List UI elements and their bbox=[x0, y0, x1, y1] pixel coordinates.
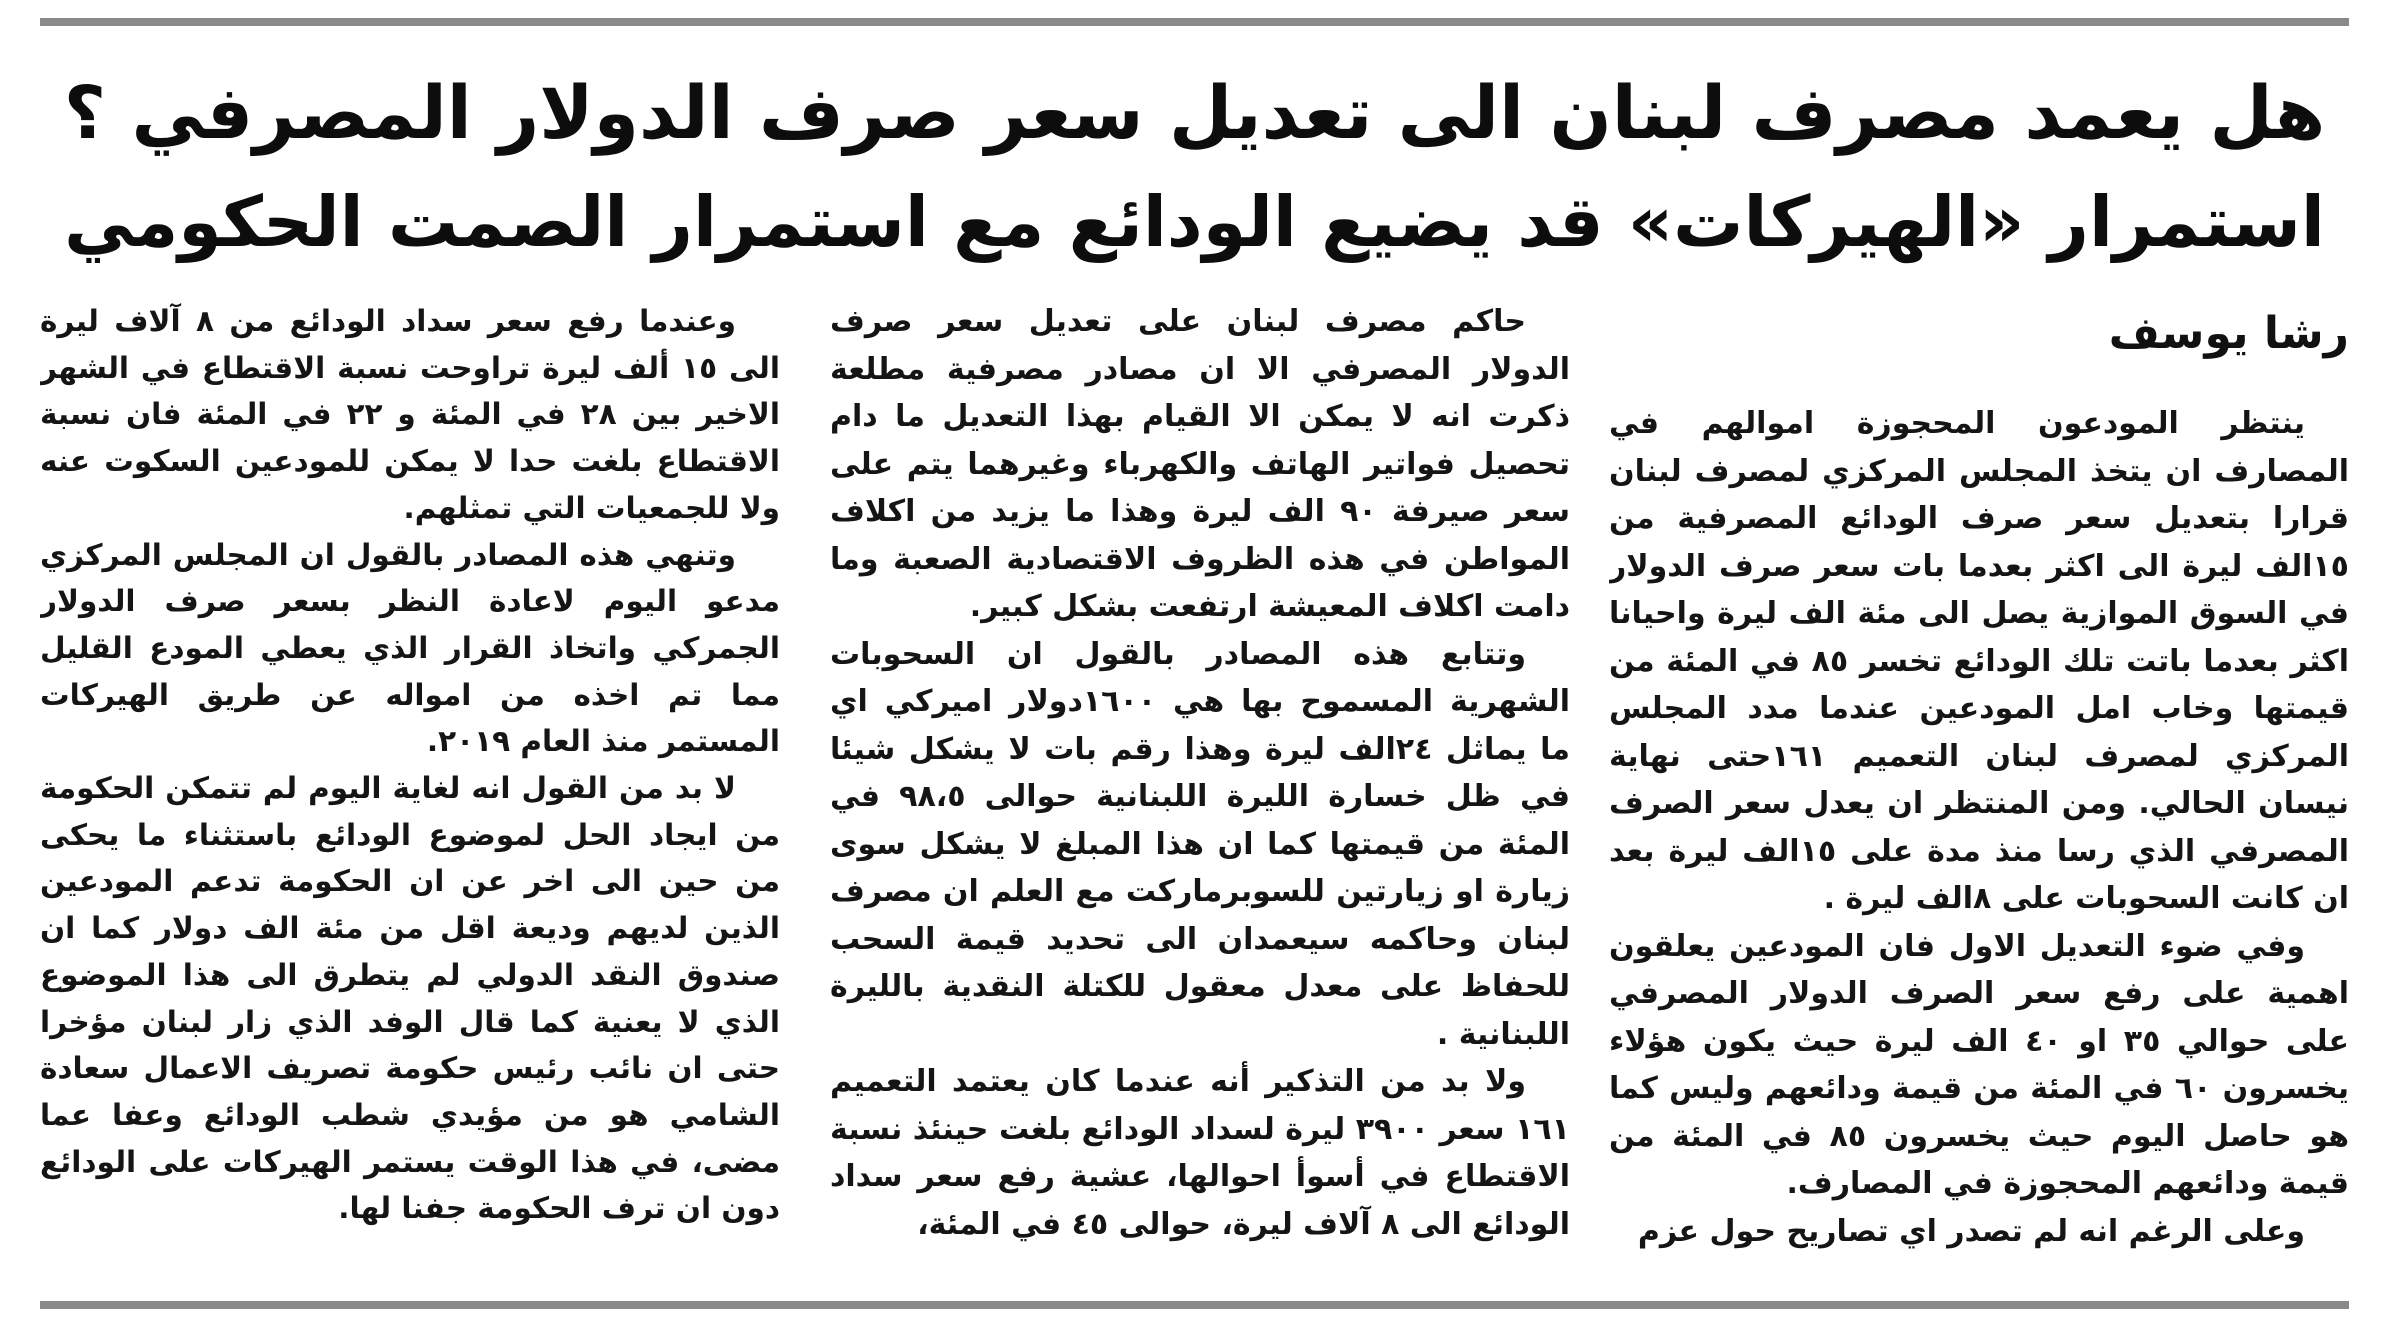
paragraph: وتنهي هذه المصادر بالقول ان المجلس المركزي مدعو اليوم لاعادة النظر بسعر صرف الدولار الجمركي واتخاذ القرار الذي يعطي المودع القليل مما تم اخذه من امواله عن طريق الهيركات المستمر منذ العام ٢٠١٩. bbox=[40, 537, 780, 759]
article-column-right bbox=[1609, 400, 2349, 1280]
paragraph: وفي ضوء التعديل الاول فان المودعين يعلقون اهمية على رفع سعر الصرف الدولار المصرفي على حوالي ٣٥ او ٤٠ الف ليرة حيث يكون هؤلاء يخسرون ٦٠ في المئة من قيمة ودائعهم وليس كما هو حاصل اليوم حيث يخسرون ٨٥ في المئة من قيمة ودائعهم المحجوزة في المصارف. bbox=[1609, 928, 2349, 1201]
bottom-rule bbox=[40, 1301, 2349, 1309]
paragraph: ولا بد من التذكير أنه عندما كان يعتمد التعميم ١٦١ سعر ٣٩٠٠ ليرة لسداد الودائع بلغت حينئذ نسبة الاقتطاع في أسوأ احوالها، عشية رفع سعر سداد الودائع الى ٨ آلاف ليرة، حوالى ٤٥ في المئة، bbox=[830, 1064, 1570, 1242]
paragraph: وعندما رفع سعر سداد الودائع من ٨ آلاف ليرة الى ١٥ ألف ليرة تراوحت نسبة الاقتطاع في الشهر الاخير بين ٢٨ في المئة و ٢٢ في المئة فان نسبة الاقتطاع بلغت حدا لا يمكن للمودعين السكوت عنه ولا للجمعيات التي تمثلهم. bbox=[40, 304, 780, 525]
paragraph: وعلى الرغم انه لم تصدر اي تصاريح حول عزم bbox=[1637, 1213, 2305, 1249]
headline-line-1: هل يعمد مصرف لبنان الى تعديل سعر صرف الدولار المصرفي ؟ bbox=[63, 71, 2326, 156]
paragraph: حاكم مصرف لبنان على تعديل سعر صرف الدولار المصرفي الا ان مصادر مصرفية مطلعة ذكرت انه لا يمكن الا القيام بهذا التعديل ما دام تحصيل فواتير الهاتف والكهرباء وغيرهما يتم على سعر صيرفة ٩٠ الف ليرة وهذا ما يزيد من اكلاف المواطن في هذه الظروف الاقتصادية الصعبة وما دامت اكلاف المعيشة ارتفعت بشكل كبير. bbox=[830, 304, 1570, 624]
top-rule bbox=[40, 18, 2349, 26]
headline-line-2: استمرار «الهيركات» قد يضيع الودائع مع استمرار الصمت الحكومي bbox=[64, 181, 2325, 263]
paragraph: وتتابع هذه المصادر بالقول ان السحوبات الشهرية المسموح بها هي ١٦٠٠دولار اميركي اي ما يماثل ٢٤الف ليرة وهذا رقم بات لا يشكل شيئا في ظل خسارة الليرة اللبنانية حوالى ٩٨،٥ في المئة من قيمتها كما ان هذا المبلغ لا يشكل سوى زيارة او زيارتين للسوبرماركت مع العلم ان مصرف لبنان وحاكمه سيعمدان الى تحديد قيمة السحب للحفاظ على معدل معقول للكتلة النقدية بالليرة اللبنانية . bbox=[830, 636, 1570, 1052]
author-byline: رشا يوسف bbox=[2108, 308, 2349, 359]
paragraph: ينتظر المودعون المحجوزة اموالهم في المصارف ان يتخذ المجلس المركزي لمصرف لبنان قرارا بتعديل سعر صرف الودائع المصرفية من ١٥الف ليرة الى اكثر بعدما بات سعر صرف الدولار في السوق الموازية يصل الى مئة الف ليرة واحيانا اكثر بعدما باتت تلك الودائع تخسر ٨٥ في المئة من قيمتها وخاب امل المودعين عندما مدد المجلس المركزي لمصرف لبنان التعميم ١٦١حتى نهاية نيسان الحالي. ومن المنتظر ان يعدل سعر الصرف المصرفي الذي رسا منذ مدة على ١٥الف ليرة بعد ان كانت السحوبات على ٨الف ليرة . bbox=[1609, 406, 2349, 916]
article-column-left bbox=[40, 298, 780, 1280]
paragraph: لا بد من القول انه لغاية اليوم لم تتمكن الحكومة من ايجاد الحل لموضوع الودائع باستثناء ما يحكى من حين الى اخر عن ان الحكومة تدعم المودعين الذين لديهم وديعة اقل من مئة الف دولار كما ان صندوق النقد الدولي لم يتطرق الى هذا الموضوع الذي لا يعنية كما قال الوفد الذي زار لبنان مؤخرا حتى ان نائب رئيس حكومة تصريف الاعمال سعادة الشامي هو من مؤيدي شطب الودائع وعفا عما مضى، في هذا الوقت يستمر الهيركات على الودائع دون ان ترف الحكومة جفنا لها. bbox=[40, 771, 780, 1226]
article-column-middle bbox=[830, 298, 1570, 1280]
